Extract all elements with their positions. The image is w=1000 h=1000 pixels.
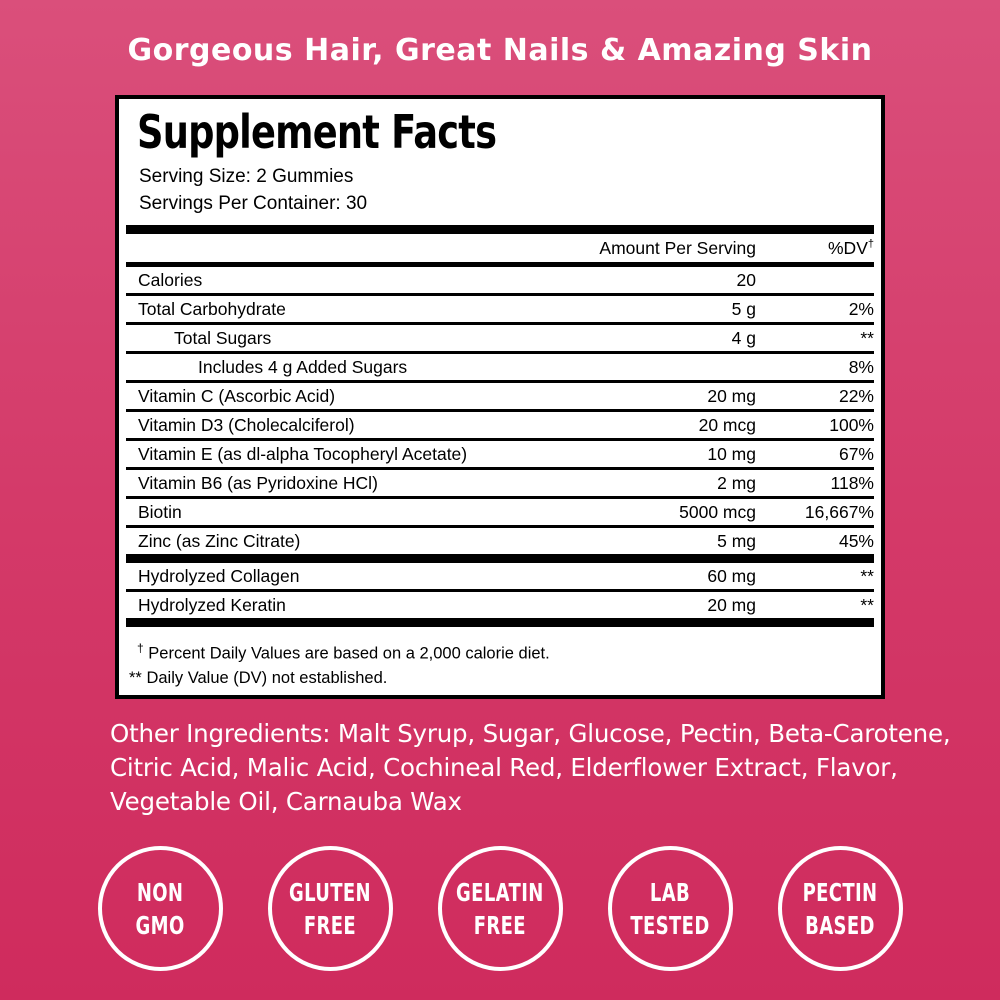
column-percent-dv: %DV† [828,237,874,258]
other-ingredients-line: Citric Acid, Malic Acid, Cochineal Red, Elderflower Extract, Flavor, [110,753,898,782]
table-row-zinc: Zinc (as Zinc Citrate) 5 mg 45% [138,530,874,551]
section-divider-bar [126,554,874,563]
table-row-vitamin-b6: Vitamin B6 (as Pyridoxine HCl) 2 mg 118% [138,472,874,493]
supplement-facts-title: Supplement Facts [137,105,497,159]
supplement-facts-panel [115,95,885,699]
table-row-vitamin-c: Vitamin C (Ascorbic Acid) 20 mg 22% [138,385,874,406]
other-ingredients [110,717,950,819]
badge-gelatin-free: GELATIN FREE [438,846,563,971]
footnotes [129,636,871,690]
other-ingredients-line: Vegetable Oil, Carnauba Wax [110,787,462,816]
servings-per-container: Servings Per Container: 30 [139,193,368,214]
table-top-bar [126,225,874,234]
tagline: Gorgeous Hair, Great Nails & Amazing Skin [127,33,873,68]
footnote-dv-not-established: ** Daily Value (DV) not established. [129,668,388,687]
table-row-vitamin-e: Vitamin E (as dl-alpha Tocopheryl Acetate) 10 mg 67% [138,443,874,464]
table-row-calories: Calories 20 [138,269,756,290]
table-bottom-bar [126,618,874,627]
table-header-row [126,234,874,262]
nutrition-table [126,225,874,627]
serving-size: Serving Size: 2 Gummies [139,166,354,187]
table-row-hydrolyzed-keratin: Hydrolyzed Keratin 20 mg ** [138,594,874,615]
column-amount-per-serving: Amount Per Serving [599,237,756,258]
badge-pectin-based: PECTIN BASED [778,846,903,971]
serving-info [139,163,881,217]
badges-row [0,846,1000,971]
badge-non-gmo: NON GMO [98,846,223,971]
table-row-added-sugars: Includes 4 g Added Sugars 8% [198,356,874,377]
other-ingredients-line: Other Ingredients: Malt Syrup, Sugar, Glucose, Pectin, Beta-Carotene, [110,719,951,748]
table-row-vitamin-d3: Vitamin D3 (Cholecalciferol) 20 mcg 100% [138,414,874,435]
table-row-total-carbohydrate: Total Carbohydrate 5 g 2% [138,298,874,319]
table-row-biotin: Biotin 5000 mcg 16,667% [138,501,874,522]
table-row-total-sugars: Total Sugars 4 g ** [174,327,874,348]
badge-lab-tested: LAB TESTED [608,846,733,971]
footnote-daily-values: † Percent Daily Values are based on a 2,000 calorie diet. [137,641,550,663]
table-row-hydrolyzed-collagen: Hydrolyzed Collagen 60 mg ** [138,565,874,586]
badge-gluten-free: GLUTEN FREE [268,846,393,971]
